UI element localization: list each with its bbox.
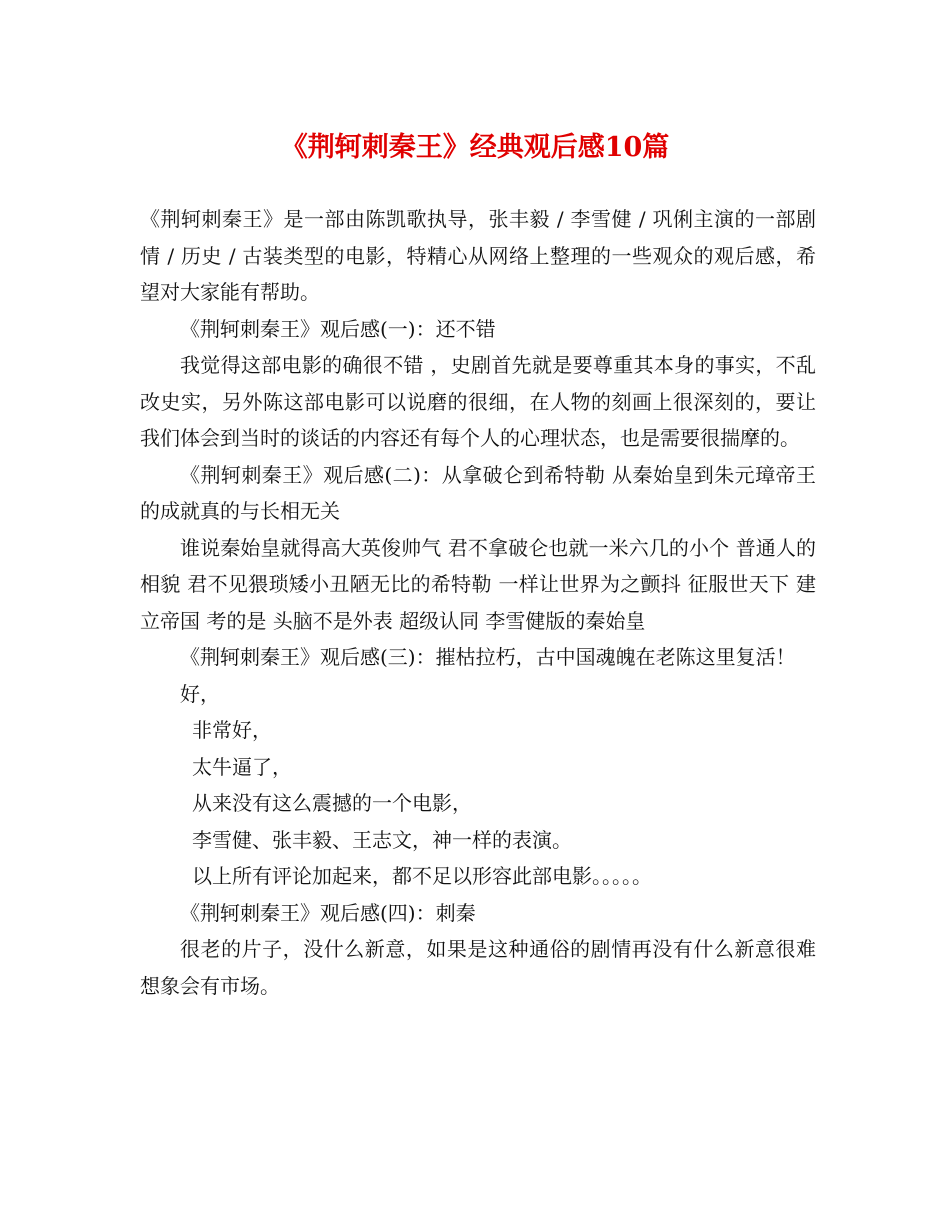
review-heading-3: 《荆轲刺秦王》观后感(三)：摧枯拉朽，古中国魂魄在老陈这里复活！: [180, 645, 796, 669]
review-line-3c: 太牛逼了，: [192, 754, 292, 779]
review-heading-2: 《荆轲刺秦王》观后感(二)：从拿破仑到希特勒 从秦始皇到朱元璋帝王的成就真的与长相无关: [140, 462, 816, 523]
review-paragraph-4: 很老的片子，没什么新意，如果是这种通俗的剧情再没有什么新意很难想象会有市场。: [140, 937, 816, 998]
review-line-3d: 从来没有这么震撼的一个电影，: [192, 791, 472, 815]
review-line-3f: 以上所有评论加起来，都不足以形容此部电影。。。。。: [192, 864, 652, 888]
review-line-3e: 李雪健、张丰毅、王志文，神一样的表演。: [192, 827, 572, 852]
document-title: 《荆轲刺秦王》经典观后感10篇: [280, 132, 670, 163]
review-line-3a: 好，: [180, 681, 220, 706]
review-paragraph-2: 谁说秦始皇就得高大英俊帅气 君不拿破仑也就一米六几的小个 普通人的相貌 君不见猥琐矮小丑陋无比的希特勒 一样让世界为之颤抖 征服世天下 建立帝国 考的是 头脑不是外表 超级认同 李雪健版的秦始皇: [140, 535, 816, 633]
review-paragraph-1: 我觉得这部电影的确很不错 ，史剧首先就是要尊重其本身的事实，不乱改史实，另外陈这部电影可以说磨的很细，在人物的刻画上很深刻的，要让我们体会到当时的谈话的内容还有每个人的心理状态，也是需要很揣摩的。: [140, 353, 816, 450]
review-heading-4: 《荆轲刺秦王》观后感(四)：刺秦: [180, 900, 476, 925]
intro-paragraph: 《荆轲刺秦王》是一部由陈凯歌执导，张丰毅 / 李雪健 / 巩俐主演的一部剧情 / 历史 / 古装类型的电影，特精心从网络上整理的一些观众的观后感，希望对大家能有帮助。: [140, 207, 816, 304]
review-heading-1: 《荆轲刺秦王》观后感(一)：还不错: [180, 316, 496, 341]
review-line-3b: 非常好，: [192, 718, 272, 742]
document-body: [140, 201, 816, 1004]
